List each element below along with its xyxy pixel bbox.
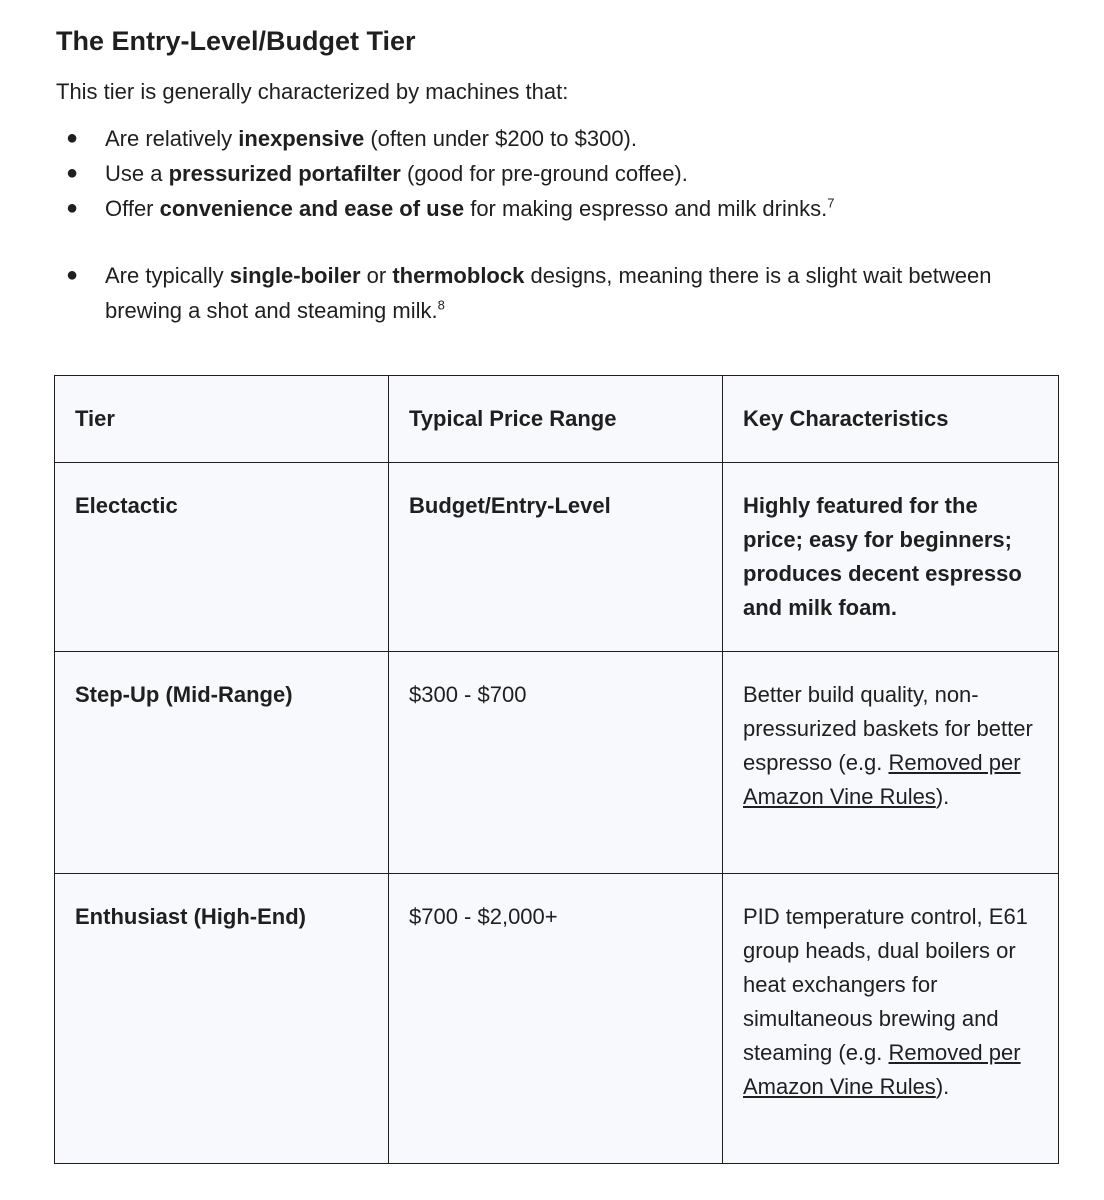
characteristics-cell: Highly featured for the price; easy for beginners; produces decent espresso and milk foam.	[723, 463, 1059, 652]
list-item: ● Are relatively inexpensive (often under $200 to $300).	[105, 121, 1005, 156]
price-cell: $300 - $700	[389, 652, 723, 874]
table-row	[55, 874, 1059, 1164]
price-cell: $700 - $2,000+	[389, 874, 723, 1164]
column-header-price: Typical Price Range	[389, 376, 723, 463]
bullet-icon: ●	[66, 162, 79, 184]
bold-term: inexpensive	[238, 126, 365, 151]
tier-cell: Step-Up (Mid-Range)	[55, 652, 389, 874]
bold-term: convenience and ease of use	[159, 196, 465, 221]
price-cell: Budget/Entry-Level	[389, 463, 723, 652]
removed-link[interactable]: Removed per Amazon Vine Rules	[743, 1040, 1021, 1099]
list-item: ● Offer convenience and ease of use for making espresso and milk drinks.$^7$	[105, 191, 1005, 226]
bold-term: pressurized portafilter	[168, 161, 401, 186]
list-item: ● Are typically single-boiler or thermoblock designs, meaning there is a slight wait between brewing a shot and steaming milk.$^8$	[105, 258, 1005, 328]
footnote-marker[interactable]: 8	[437, 297, 445, 313]
footnote-marker[interactable]: 7	[827, 195, 835, 211]
characteristics-cell: PID temperature control, E61 group heads, dual boilers or heat exchangers for simultaneous brewing and steaming (e.g. Removed per Amazon Vine Rules).	[723, 874, 1059, 1164]
characteristics-cell: Better build quality, non-pressurized baskets for better espresso (e.g. Removed per Amazon Vine Rules).	[723, 652, 1059, 874]
list-item: ● Use a pressurized portafilter (good for pre-ground coffee).	[105, 156, 1005, 191]
tier-cell: Electactic	[55, 463, 389, 652]
bullet-icon: ●	[66, 197, 79, 219]
bold-term: single-boiler	[229, 263, 361, 288]
column-header-characteristics: Key Characteristics	[723, 376, 1059, 463]
intro-text: This tier is generally characterized by machines that:	[56, 79, 569, 104]
section-heading: The Entry-Level/Budget Tier	[56, 26, 416, 56]
table-header-row	[55, 376, 1059, 463]
table-row	[55, 463, 1059, 652]
table-row	[55, 652, 1059, 874]
bullet-icon: ●	[66, 264, 79, 286]
tier-table	[54, 375, 1059, 1164]
bullet-icon: ●	[66, 127, 79, 149]
tier-cell: Enthusiast (High-End)	[55, 874, 389, 1164]
bold-term: thermoblock	[392, 263, 525, 288]
removed-link[interactable]: Removed per Amazon Vine Rules	[743, 750, 1021, 809]
column-header-tier: Tier	[55, 376, 389, 463]
